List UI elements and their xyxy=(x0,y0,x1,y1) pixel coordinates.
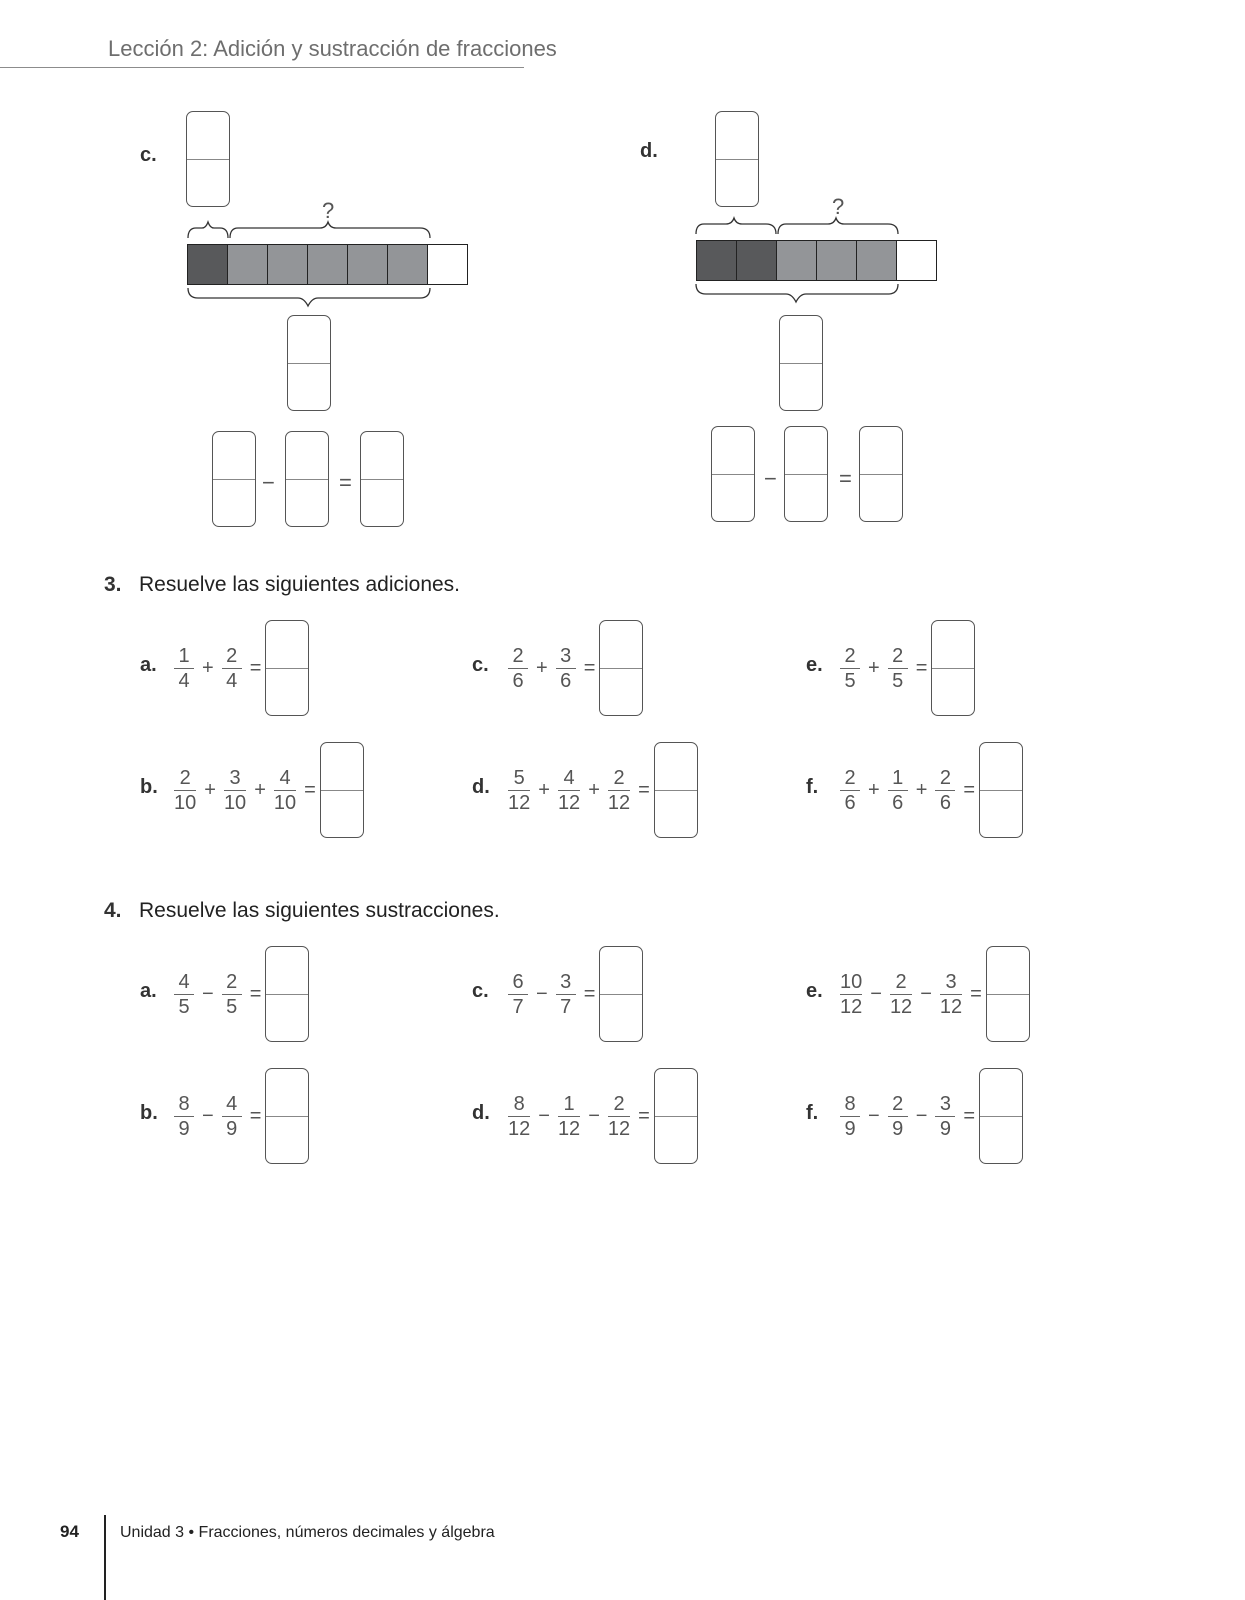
section4-expression xyxy=(838,1068,1023,1164)
denominator: 12 xyxy=(607,791,631,814)
diagram-c-minuend-box[interactable] xyxy=(212,431,256,527)
fraction-bar xyxy=(890,994,912,995)
numerator: 3 xyxy=(939,1092,951,1115)
header-rule xyxy=(0,67,524,68)
denominator: 12 xyxy=(508,791,531,814)
lesson-title: Lección 2: Adición y sustracción de fracciones xyxy=(108,36,557,61)
answer-fraction-box[interactable] xyxy=(986,946,1030,1042)
fraction xyxy=(174,645,194,692)
section-4-number: 4. xyxy=(104,899,122,922)
fraction-bar xyxy=(888,1116,908,1117)
numerator: 2 xyxy=(613,1092,625,1115)
numerator: 4 xyxy=(279,766,291,789)
numerator: 3 xyxy=(945,970,957,993)
fraction xyxy=(508,645,528,692)
section3-item-label: d. xyxy=(472,776,490,798)
fraction-bar xyxy=(888,668,908,669)
fraction xyxy=(222,1093,242,1140)
numerator: 1 xyxy=(178,644,190,667)
denominator: 9 xyxy=(226,1117,238,1140)
fraction xyxy=(888,767,908,814)
fraction-bar xyxy=(556,668,576,669)
numerator: 2 xyxy=(844,766,856,789)
numerator: 4 xyxy=(226,1092,238,1115)
diagram-c-result-box[interactable] xyxy=(360,431,404,527)
denominator: 9 xyxy=(939,1117,951,1140)
operator-sign: − xyxy=(202,982,214,1005)
section3-expression xyxy=(172,742,364,838)
diagram-c-total-fraction-box[interactable] xyxy=(287,315,331,411)
diagram-d-cell xyxy=(856,240,897,281)
diagram-d-subtrahend-box[interactable] xyxy=(784,426,828,522)
fraction xyxy=(888,645,908,692)
fraction-bar xyxy=(274,790,296,791)
numerator: 8 xyxy=(844,1092,856,1115)
numerator: 1 xyxy=(563,1092,575,1115)
denominator: 12 xyxy=(607,1117,631,1140)
diagram-c-whole-fraction-box[interactable] xyxy=(186,111,230,207)
numerator: 1 xyxy=(892,766,904,789)
denominator: 10 xyxy=(273,791,297,814)
numerator: 2 xyxy=(179,766,191,789)
fraction xyxy=(558,1093,580,1140)
equals-sign: = xyxy=(583,982,596,1005)
diagram-c-cell xyxy=(307,244,348,285)
fraction-bar xyxy=(558,790,580,791)
diagram-d-cell xyxy=(736,240,777,281)
numerator: 3 xyxy=(229,766,241,789)
operator-sign: + xyxy=(204,778,216,801)
answer-fraction-box[interactable] xyxy=(931,620,975,716)
denominator: 12 xyxy=(557,791,581,814)
fraction-bar xyxy=(174,790,196,791)
denominator: 6 xyxy=(512,669,524,692)
operator-sign: − xyxy=(920,982,932,1005)
diagram-c-cell xyxy=(267,244,308,285)
operator-sign: − xyxy=(536,982,548,1005)
fraction-bar xyxy=(508,994,528,995)
diagram-c-question-mark: ? xyxy=(322,198,335,223)
fraction-bar xyxy=(888,790,908,791)
fraction xyxy=(940,971,962,1018)
fraction xyxy=(890,971,912,1018)
denominator: 6 xyxy=(892,791,904,814)
fraction xyxy=(840,767,860,814)
fraction-bar xyxy=(222,668,242,669)
fraction-bar xyxy=(174,668,194,669)
denominator: 5 xyxy=(226,995,238,1018)
fraction xyxy=(556,971,576,1018)
operator-sign: − xyxy=(915,1104,928,1127)
operator-sign: + xyxy=(588,778,600,801)
fraction xyxy=(558,767,580,814)
section3-expression xyxy=(506,742,698,838)
fraction-bar xyxy=(608,1116,630,1117)
section3-expression xyxy=(838,742,1023,838)
operator-sign: + xyxy=(202,656,214,679)
denominator: 5 xyxy=(178,995,190,1018)
numerator: 4 xyxy=(178,970,190,993)
numerator: 2 xyxy=(844,644,856,667)
diagram-c-cell xyxy=(347,244,388,285)
fraction xyxy=(508,1093,530,1140)
diagram-d-label: d. xyxy=(640,140,658,162)
section4-item-label: e. xyxy=(806,980,823,1002)
numerator: 2 xyxy=(895,970,907,993)
numerator: 10 xyxy=(840,970,863,993)
denominator: 5 xyxy=(892,669,904,692)
fraction-bar xyxy=(222,994,242,995)
fraction-bar xyxy=(840,994,862,995)
diagram-d-equals: = xyxy=(839,466,852,491)
section3-item-label: a. xyxy=(140,654,157,676)
denominator: 12 xyxy=(840,995,863,1018)
answer-fraction-box[interactable] xyxy=(265,620,309,716)
diagram-d-result-box[interactable] xyxy=(859,426,903,522)
fraction-bar xyxy=(935,790,955,791)
diagram-c-bar xyxy=(187,244,474,285)
section4-item-label: b. xyxy=(140,1102,158,1124)
equals-sign: = xyxy=(915,656,928,679)
diagram-c-cell xyxy=(187,244,228,285)
diagram-d-cell xyxy=(896,240,937,281)
fraction-bar xyxy=(840,790,860,791)
operator-sign: − xyxy=(868,1104,880,1127)
section3-expression xyxy=(838,620,975,716)
equals-sign: = xyxy=(249,1104,262,1127)
denominator: 7 xyxy=(560,995,572,1018)
section4-item-label: c. xyxy=(472,980,489,1002)
diagram-d-minuend-box[interactable] xyxy=(711,426,755,522)
fraction-bar xyxy=(508,668,528,669)
section4-item-label: f. xyxy=(806,1102,819,1124)
section3-item-label: f. xyxy=(806,776,819,798)
fraction-bar xyxy=(840,1116,860,1117)
diagram-d-minus: − xyxy=(764,466,777,491)
numerator: 5 xyxy=(513,766,525,789)
section3-item-label: e. xyxy=(806,654,823,676)
numerator: 2 xyxy=(226,644,238,667)
denominator: 10 xyxy=(223,791,247,814)
denominator: 6 xyxy=(560,669,572,692)
fraction-bar xyxy=(222,1116,242,1117)
fraction xyxy=(224,767,246,814)
numerator: 4 xyxy=(563,766,575,789)
fraction-bar xyxy=(940,994,962,995)
fraction xyxy=(174,767,196,814)
numerator: 2 xyxy=(226,970,238,993)
fraction xyxy=(274,767,296,814)
denominator: 4 xyxy=(178,669,190,692)
equals-sign: = xyxy=(249,656,262,679)
section3-expression xyxy=(172,620,309,716)
numerator: 3 xyxy=(560,970,572,993)
equals-sign: = xyxy=(249,982,262,1005)
fraction-bar xyxy=(174,1116,194,1117)
diagram-d-cell xyxy=(696,240,737,281)
answer-fraction-box[interactable] xyxy=(599,946,643,1042)
denominator: 4 xyxy=(226,669,238,692)
fraction xyxy=(840,971,862,1018)
diagram-c-label: c. xyxy=(140,144,157,166)
operator-sign: + xyxy=(868,656,880,679)
operator-sign: + xyxy=(538,778,550,801)
fraction xyxy=(556,645,576,692)
equals-sign: = xyxy=(583,656,596,679)
answer-fraction-box[interactable] xyxy=(654,742,698,838)
diagram-c-minus: − xyxy=(262,470,275,495)
diagram-c-cell xyxy=(227,244,268,285)
equals-sign: = xyxy=(638,778,650,801)
denominator: 12 xyxy=(508,1117,531,1140)
fraction-bar xyxy=(508,790,530,791)
denominator: 12 xyxy=(939,995,963,1018)
numerator: 2 xyxy=(939,766,951,789)
fraction xyxy=(508,971,528,1018)
operator-sign: − xyxy=(202,1104,214,1127)
answer-fraction-box[interactable] xyxy=(979,742,1023,838)
footer-rule xyxy=(104,1515,106,1600)
numerator: 2 xyxy=(892,644,904,667)
denominator: 12 xyxy=(889,995,913,1018)
section4-expression xyxy=(506,1068,698,1164)
diagram-d-whole-fraction-box[interactable] xyxy=(715,111,759,207)
numerator: 3 xyxy=(560,644,572,667)
denominator: 7 xyxy=(512,995,524,1018)
diagram-c-equals: = xyxy=(339,470,352,495)
section4-item-label: a. xyxy=(140,980,157,1002)
section4-expression xyxy=(838,946,1030,1042)
fraction xyxy=(174,971,194,1018)
fraction-bar xyxy=(508,1116,530,1117)
operator-sign: + xyxy=(536,656,548,679)
equals-sign: = xyxy=(638,1104,650,1127)
numerator: 6 xyxy=(512,970,524,993)
section-4-title: Resuelve las siguientes sustracciones. xyxy=(139,899,500,922)
section3-expression xyxy=(506,620,643,716)
section-3-number: 3. xyxy=(104,573,122,596)
fraction xyxy=(888,1093,908,1140)
fraction xyxy=(222,971,242,1018)
denominator: 9 xyxy=(892,1117,904,1140)
fraction xyxy=(508,767,530,814)
operator-sign: − xyxy=(538,1104,550,1127)
diagram-c-subtrahend-box[interactable] xyxy=(285,431,329,527)
section4-expression xyxy=(506,946,643,1042)
fraction xyxy=(174,1093,194,1140)
diagram-d-question-mark: ? xyxy=(832,194,845,219)
answer-fraction-box[interactable] xyxy=(320,742,364,838)
fraction xyxy=(935,1093,955,1140)
numerator: 2 xyxy=(613,766,625,789)
section4-item-label: d. xyxy=(472,1102,490,1124)
fraction xyxy=(222,645,242,692)
diagram-d-cell xyxy=(816,240,857,281)
section4-expression xyxy=(172,1068,309,1164)
footer-unit-title: Unidad 3 • Fracciones, números decimales y álgebra xyxy=(120,1524,495,1541)
numerator: 2 xyxy=(892,1092,904,1115)
diagram-c-cell xyxy=(427,244,468,285)
numerator: 8 xyxy=(513,1092,525,1115)
operator-sign: − xyxy=(870,982,882,1005)
diagram-d-total-fraction-box[interactable] xyxy=(779,315,823,411)
page-number: 94 xyxy=(60,1522,79,1541)
fraction-bar xyxy=(608,790,630,791)
fraction xyxy=(840,1093,860,1140)
answer-fraction-box[interactable] xyxy=(654,1068,698,1164)
fraction xyxy=(840,645,860,692)
operator-sign: − xyxy=(588,1104,600,1127)
equals-sign: = xyxy=(963,778,976,801)
denominator: 9 xyxy=(178,1117,190,1140)
operator-sign: + xyxy=(915,778,928,801)
fraction xyxy=(608,767,630,814)
denominator: 6 xyxy=(939,791,951,814)
denominator: 6 xyxy=(844,791,856,814)
section3-item-label: b. xyxy=(140,776,158,798)
numerator: 2 xyxy=(512,644,524,667)
answer-fraction-box[interactable] xyxy=(979,1068,1023,1164)
equals-sign: = xyxy=(963,1104,976,1127)
fraction-bar xyxy=(840,668,860,669)
denominator: 12 xyxy=(557,1117,581,1140)
section4-expression xyxy=(172,946,309,1042)
answer-fraction-box[interactable] xyxy=(265,1068,309,1164)
equals-sign: = xyxy=(970,982,982,1005)
fraction xyxy=(608,1093,630,1140)
denominator: 5 xyxy=(844,669,856,692)
operator-sign: + xyxy=(868,778,880,801)
fraction-bar xyxy=(174,994,194,995)
diagram-c-cell xyxy=(387,244,428,285)
fraction-bar xyxy=(556,994,576,995)
diagram-d-bar xyxy=(696,240,942,281)
fraction-bar xyxy=(935,1116,955,1117)
answer-fraction-box[interactable] xyxy=(265,946,309,1042)
denominator: 10 xyxy=(174,791,197,814)
section-3-title: Resuelve las siguientes adiciones. xyxy=(139,573,461,596)
answer-fraction-box[interactable] xyxy=(599,620,643,716)
fraction-bar xyxy=(224,790,246,791)
diagram-d-cell xyxy=(776,240,817,281)
numerator: 8 xyxy=(178,1092,190,1115)
fraction-bar xyxy=(558,1116,580,1117)
equals-sign: = xyxy=(304,778,316,801)
denominator: 9 xyxy=(844,1117,856,1140)
operator-sign: + xyxy=(254,778,266,801)
fraction xyxy=(935,767,955,814)
section3-item-label: c. xyxy=(472,654,489,676)
